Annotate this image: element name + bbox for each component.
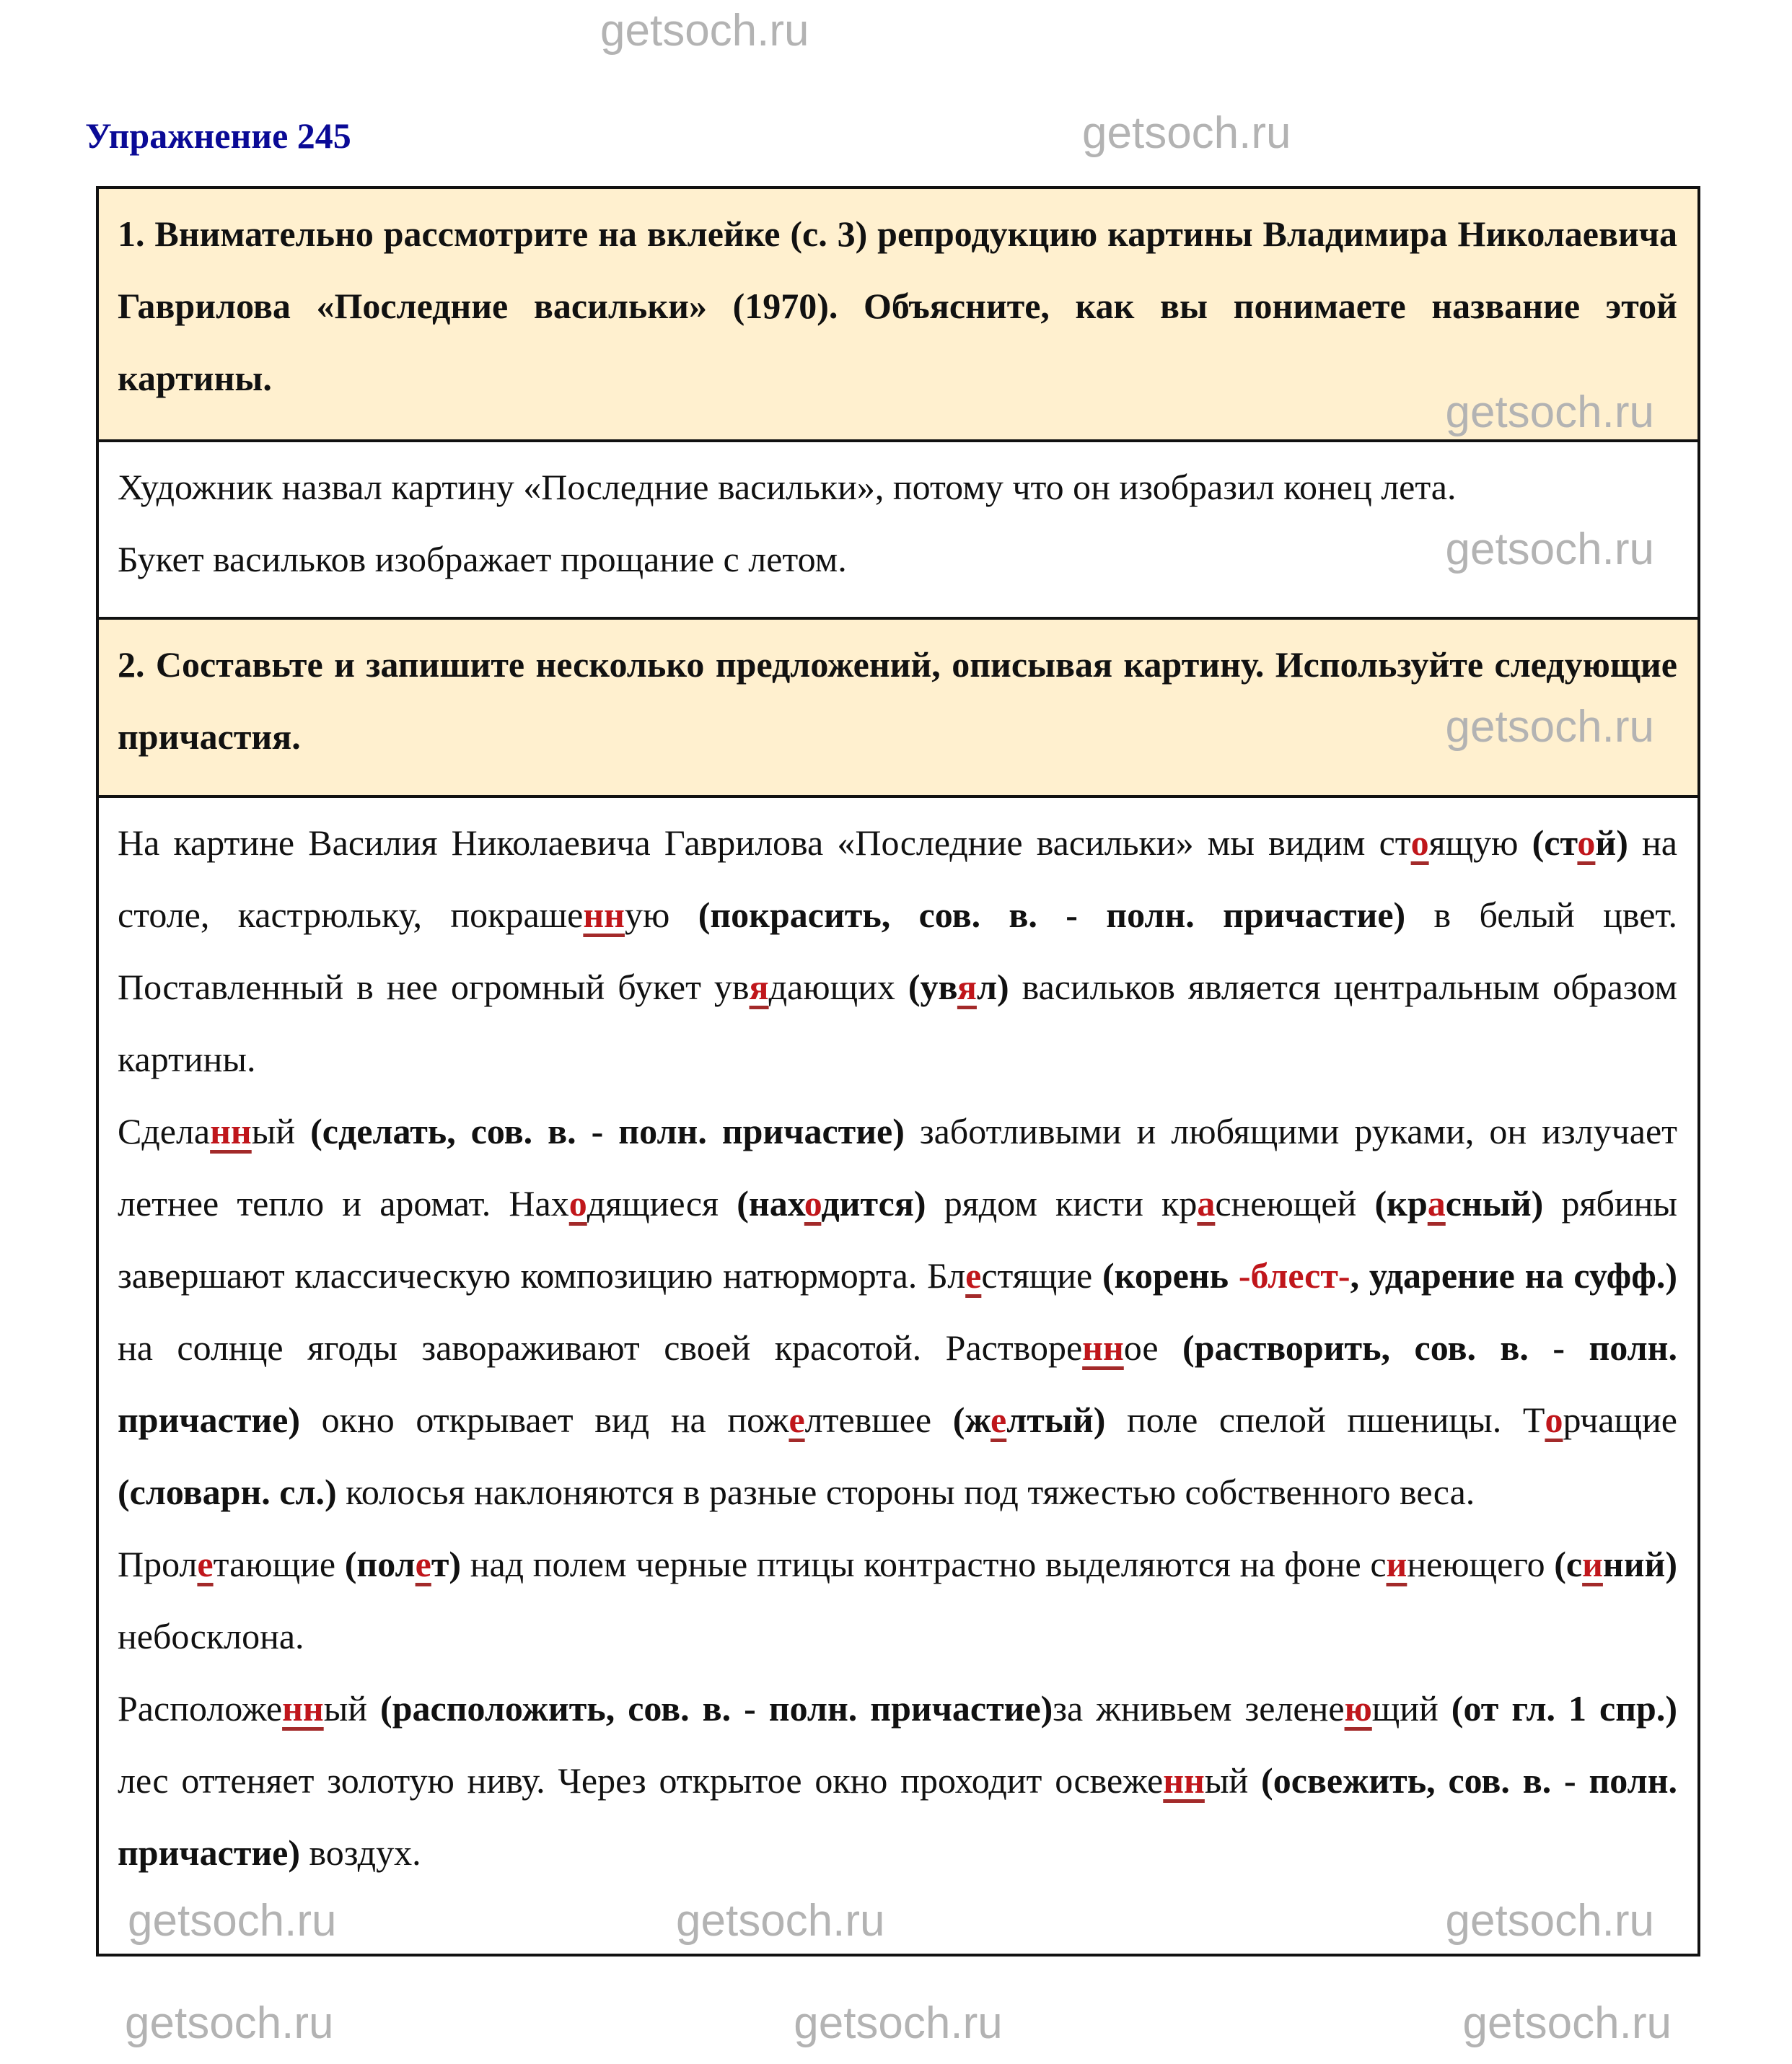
text: рядом кисти кр — [926, 1183, 1198, 1224]
text: в белый цвет. Поставленный в нее огромный букет ув — [118, 895, 1677, 1007]
text: васильков является центральным образом картины. — [118, 967, 1677, 1079]
text: ый — [251, 1111, 311, 1151]
bold-note — [737, 1183, 926, 1224]
text: над полем черные птицы контрастно выделяются на фоне с — [461, 1544, 1387, 1584]
text: , ударение на суфф.) — [1350, 1255, 1677, 1296]
highlighted-letters: нн — [1082, 1327, 1124, 1368]
highlighted-letter: е — [991, 1400, 1007, 1440]
answer-paragraph-1 — [118, 807, 1677, 1095]
bold-note — [1102, 1255, 1677, 1296]
text: Расположе — [118, 1688, 283, 1729]
highlighted-letter: о — [1410, 822, 1429, 863]
text: на столе, кастрюльку, покраше — [118, 822, 1678, 935]
highlighted-letter: е — [197, 1544, 214, 1584]
text: поле спелой пшеницы. Т — [1105, 1400, 1545, 1440]
text: (с — [1554, 1544, 1583, 1584]
highlighted-letter: е — [965, 1255, 982, 1296]
watermark: getsoch.ru — [128, 1896, 337, 1946]
answer-paragraph-2 — [118, 1095, 1677, 1528]
text: окно открывает вид на пож — [300, 1400, 789, 1440]
text: (пол — [344, 1544, 416, 1584]
text: На картине Василия Николаевича Гаврилова «Последние васильки» мы видим ст — [118, 822, 1411, 863]
watermark: getsoch.ru — [1445, 387, 1654, 437]
bold-note — [1375, 1183, 1544, 1224]
text: снеющей — [1215, 1183, 1375, 1224]
text: сный) — [1445, 1183, 1544, 1224]
watermark-strip — [96, 1998, 1700, 2049]
bold-note: (расположить, сов. в. - полн. причастие) — [380, 1688, 1053, 1729]
text: ую — [624, 895, 698, 935]
text: т) — [431, 1544, 462, 1584]
text: Сдела — [118, 1111, 211, 1151]
task-1-question — [99, 189, 1697, 439]
text: ый — [1204, 1760, 1262, 1801]
text: (нах — [737, 1183, 804, 1224]
text: рчащие — [1563, 1400, 1677, 1440]
highlighted-letter: о — [568, 1183, 587, 1224]
text: на солнце ягоды завораживают своей красотой. Раствор — [118, 1327, 1066, 1368]
bold-note: (словарн. сл.) — [118, 1472, 337, 1512]
highlighted-letters: нн — [210, 1111, 252, 1151]
text: дающих — [768, 967, 908, 1007]
text: заботливыми и любящими руками, он излучает летнее тепло и аромат. Нах — [118, 1111, 1677, 1224]
watermark: getsoch.ru — [1445, 702, 1654, 752]
answer-paragraph-4 — [118, 1672, 1677, 1889]
highlighted-letter: ю — [1344, 1688, 1372, 1729]
text: ый — [323, 1688, 381, 1729]
text: дящиеся — [587, 1183, 737, 1224]
answer-paragraph-3 — [118, 1528, 1677, 1672]
bold-note — [1532, 822, 1628, 863]
highlighted-letter: о — [804, 1183, 822, 1224]
text: (кр — [1374, 1183, 1428, 1224]
highlighted-letters: нн — [282, 1688, 324, 1729]
text: дится) — [821, 1183, 926, 1224]
task-1-question-text: 1. Внимательно рассмотрите на вклейке (с. 3) репродукцию картины Владимира Николаевича Гаврилова «Последние васильки» (1970). Объясните, как вы понимаете название этой картины. — [118, 214, 1677, 398]
task-1-answer — [99, 439, 1697, 617]
text: щий — [1371, 1688, 1451, 1729]
text: й) — [1595, 822, 1628, 863]
text: тающие — [213, 1544, 345, 1584]
text: рябины завершают классическую композицию натюрморта. Бл — [118, 1183, 1678, 1296]
text: стящие — [981, 1255, 1103, 1296]
highlighted-letters: нн — [583, 895, 625, 935]
task-2-question-text: 2. Составьте и запишите несколько предложений, описывая картину. Используйте следующие причастия. — [118, 644, 1677, 757]
highlighted-letter: и — [1582, 1544, 1603, 1584]
text: (ст — [1532, 822, 1578, 863]
highlighted-letter: я — [749, 967, 769, 1007]
text: лтевшее — [804, 1400, 953, 1440]
text: е — [1066, 1327, 1083, 1368]
highlighted-letter: я — [957, 967, 977, 1007]
text: ний) — [1602, 1544, 1677, 1584]
text: небосклона. — [118, 1616, 304, 1656]
highlighted-letter: а — [1197, 1183, 1216, 1224]
text: лтый) — [1006, 1400, 1106, 1440]
highlighted-letter: о — [1545, 1400, 1563, 1440]
text: неющего — [1407, 1544, 1555, 1584]
task-2-question — [99, 617, 1697, 795]
task-2-answer — [99, 795, 1697, 1954]
highlighted-letter: е — [415, 1544, 431, 1584]
watermark: getsoch.ru — [1445, 1896, 1654, 1946]
exercise-table — [96, 186, 1700, 1957]
task-1-answer-line: Букет васильков изображает прощание с летом. — [118, 539, 847, 579]
bold-note — [908, 967, 1009, 1007]
highlighted-letter: а — [1427, 1183, 1446, 1224]
text: (ув — [908, 967, 957, 1007]
text: ящую — [1428, 822, 1532, 863]
text: за жнивьем зелене — [1053, 1688, 1345, 1729]
text: лес оттеняет золотую ниву. Через открытое окно проходит освеже — [118, 1760, 1164, 1801]
watermark: getsoch.ru — [125, 1998, 334, 2048]
bold-note — [345, 1544, 461, 1584]
bold-note: (освежить, сов. в. - полн. причастие) — [118, 1760, 1678, 1873]
highlighted-letter: и — [1386, 1544, 1407, 1584]
watermark: getsoch.ru — [1082, 108, 1291, 158]
text: л) — [976, 967, 1009, 1007]
text: воздух. — [300, 1832, 421, 1873]
bold-note — [953, 1400, 1106, 1440]
bold-note: (сделать, сов. в. - полн. причастие) — [310, 1111, 905, 1151]
highlighted-letter: о — [1577, 822, 1596, 863]
text: колосья наклоняются в разные стороны под тяжестью собственного веса. — [336, 1472, 1475, 1512]
text: (ж — [952, 1400, 991, 1440]
highlighted-root: -блест- — [1238, 1255, 1350, 1296]
bold-note: (растворить, сов. в. - полн. причастие) — [118, 1327, 1677, 1440]
text: Прол — [118, 1544, 198, 1584]
watermark: getsoch.ru — [794, 1998, 1003, 2048]
text: (корень — [1102, 1255, 1239, 1296]
highlighted-letter: е — [789, 1400, 805, 1440]
watermark: getsoch.ru — [1445, 524, 1654, 574]
watermark: getsoch.ru — [600, 6, 809, 56]
bold-note: (от гл. 1 спр.) — [1451, 1688, 1677, 1729]
bold-note: (покрасить, сов. в. - полн. причастие) — [698, 895, 1406, 935]
bold-note — [1554, 1544, 1677, 1584]
watermark: getsoch.ru — [1462, 1998, 1672, 2048]
watermark: getsoch.ru — [676, 1896, 885, 1946]
exercise-title: Упражнение 245 — [85, 115, 351, 156]
task-1-answer-line: Художник назвал картину «Последние васильки», потому что он изобразил конец лета. — [118, 467, 1457, 507]
text: ое — [1123, 1327, 1183, 1368]
highlighted-letters: нн — [1163, 1760, 1205, 1801]
